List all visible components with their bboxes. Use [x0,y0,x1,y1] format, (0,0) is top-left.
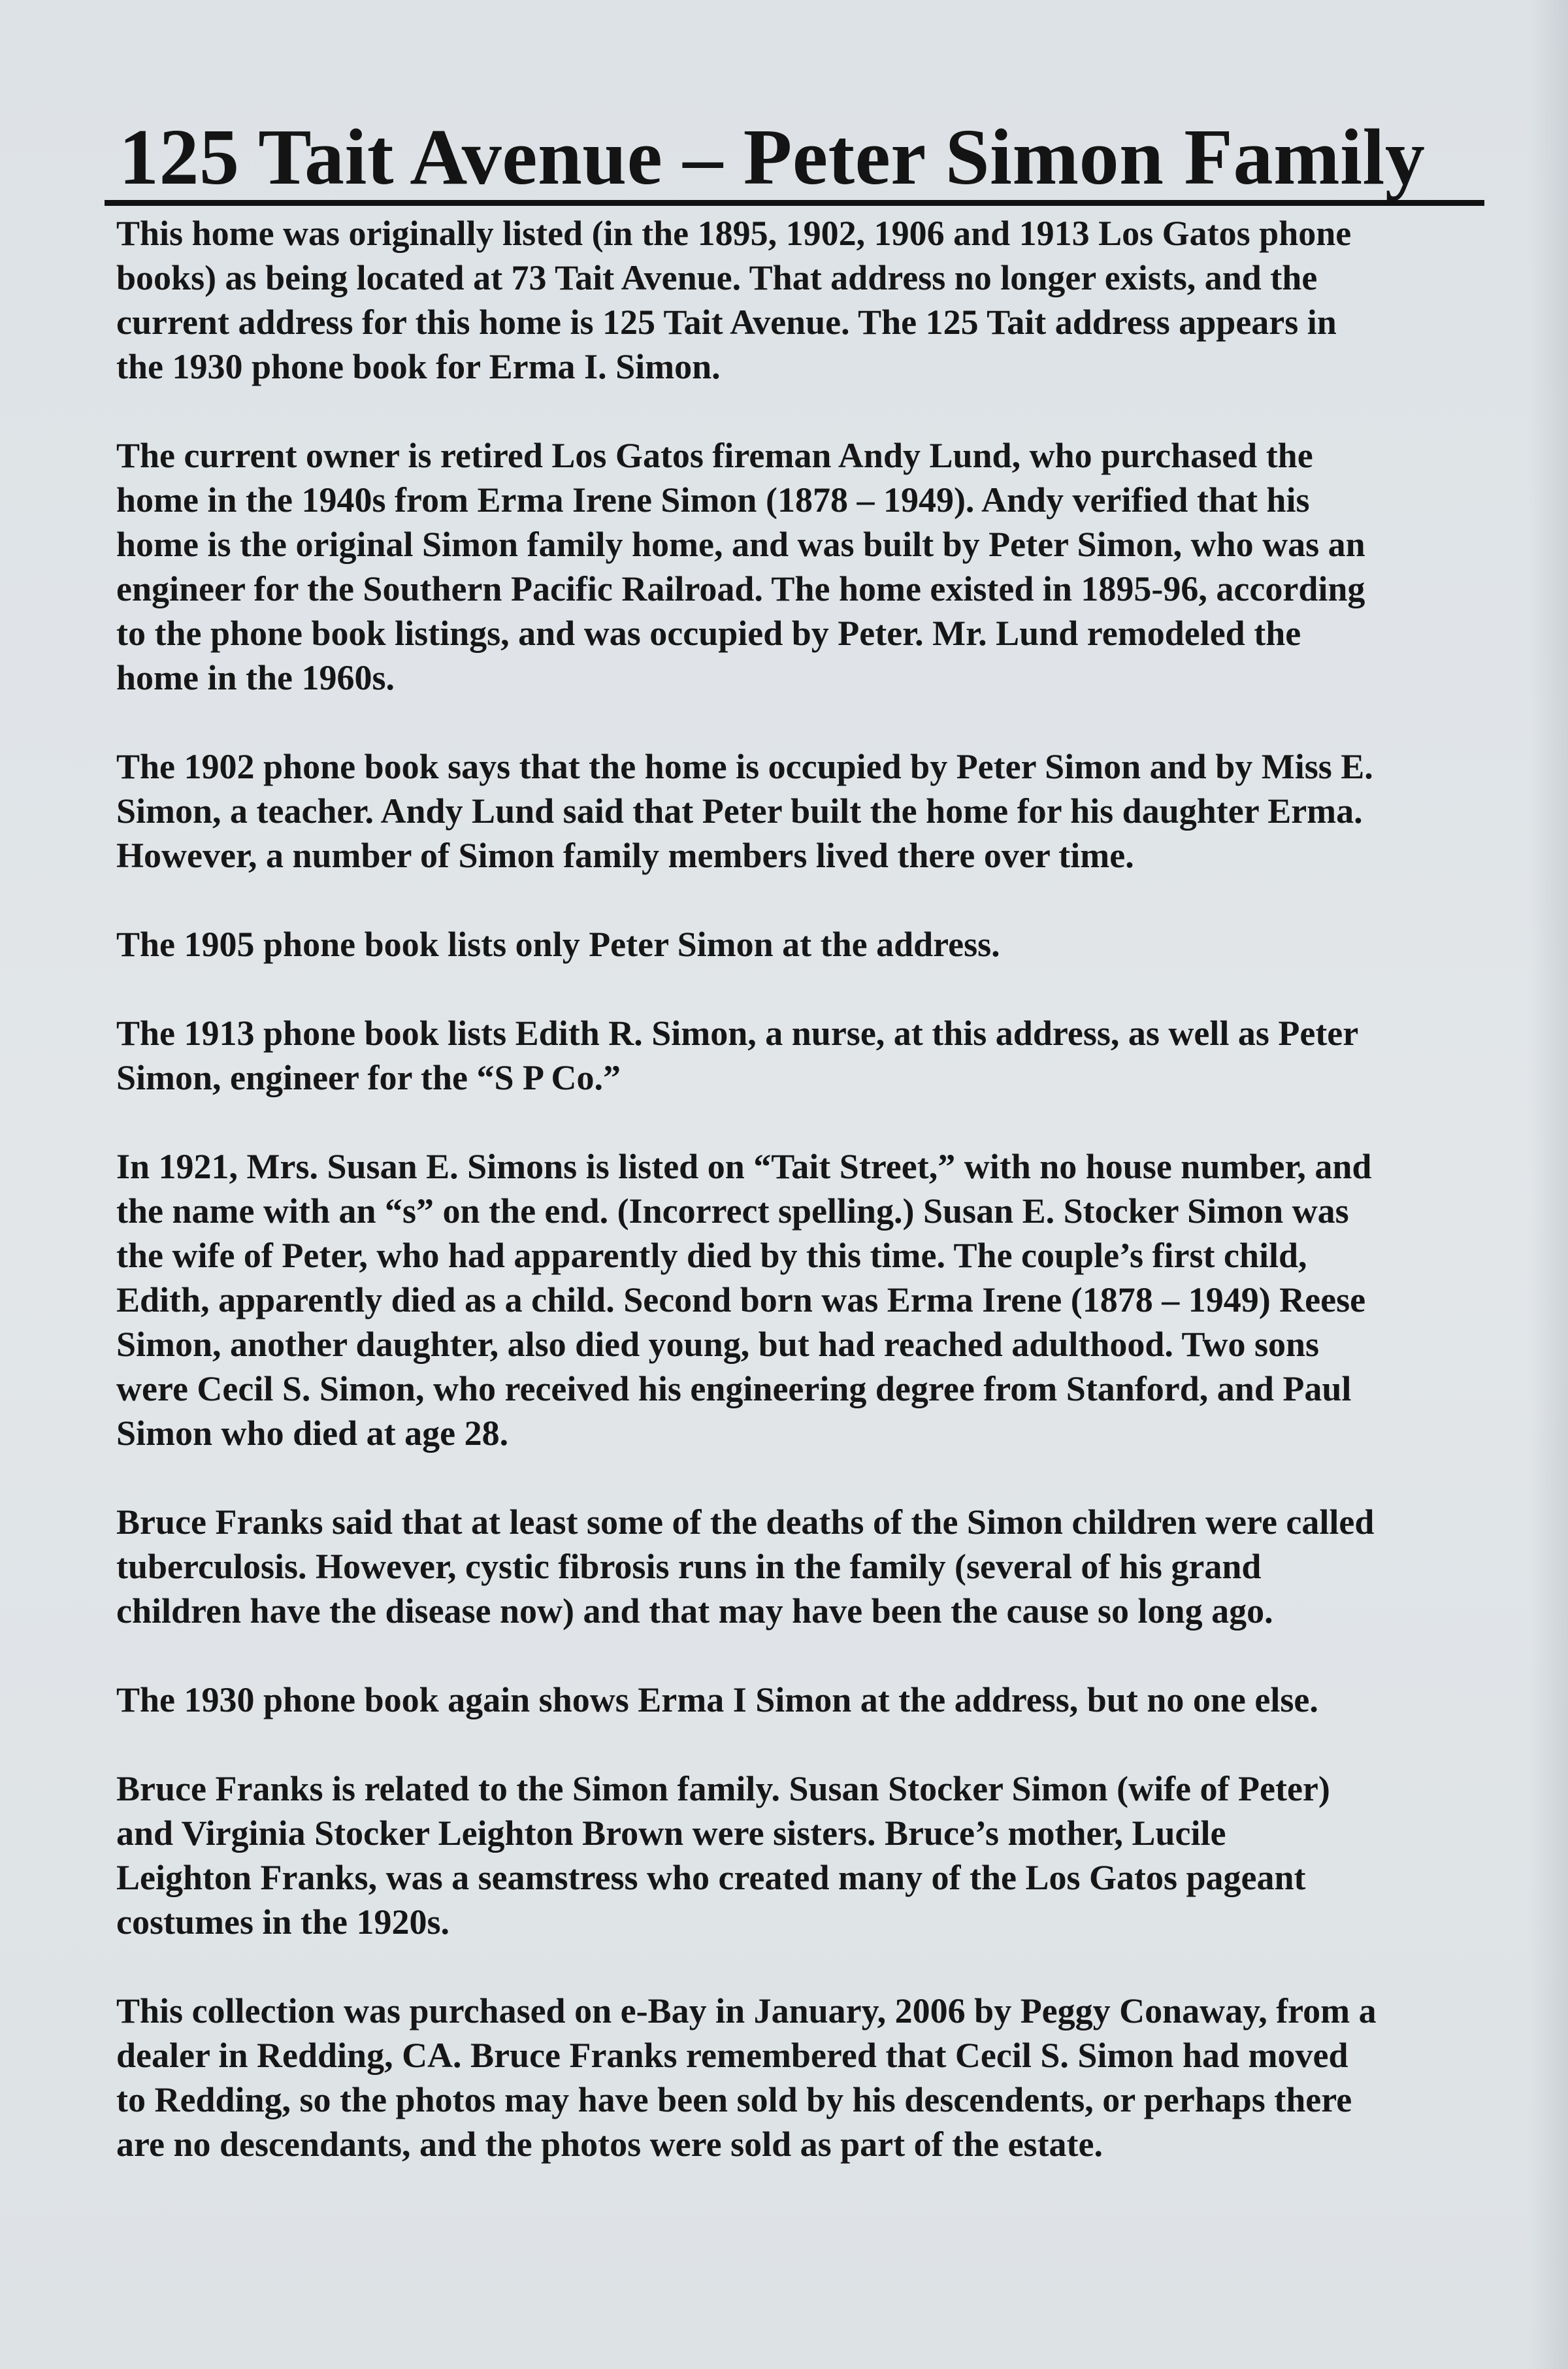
text-line: Edith, apparently died as a child. Second born was Erma Irene (1878 – 1949) Reese [116,1280,1366,1319]
page-title: 125 Tait Avenue – Peter Simon Family [105,118,1484,206]
text-line: The 1902 phone book says that the home is occupied by Peter Simon and by Miss E. [116,747,1373,786]
paragraph [105,1678,1542,1722]
text-line: were Cecil S. Simon, who received his engineering degree from Stanford, and Paul [116,1369,1352,1408]
text-line: The 1913 phone book lists Edith R. Simon, a nurse, at this address, as well as Peter [116,1014,1359,1053]
text-line: tuberculosis. However, cystic fibrosis runs in the family (several of his grand [116,1547,1262,1586]
paragraph [105,1011,1542,1100]
text-line: the wife of Peter, who had apparently died by this time. The couple’s first child, [116,1236,1307,1275]
paragraph [105,922,1542,967]
paragraph [105,1500,1542,1633]
text-line: home in the 1960s. [116,658,395,697]
text-line: This home was originally listed (in the 1895, 1902, 1906 and 1913 Los Gatos phone [116,214,1352,253]
text-line: The 1930 phone book again shows Erma I Simon at the address, but no one else. [116,1680,1318,1719]
text-line: the name with an “s” on the end. (Incorrect spelling.) Susan E. Stocker Simon was [116,1191,1349,1231]
text-line: are no descendants, and the photos were sold as part of the estate. [116,2125,1103,2164]
text-line: to the phone book listings, and was occupied by Peter. Mr. Lund remodeled the [116,614,1301,653]
text-line: books) as being located at 73 Tait Avenue. That address no longer exists, and the [116,258,1318,297]
paragraph [105,433,1542,700]
text-line: In 1921, Mrs. Susan E. Simons is listed on “Tait Street,” with no house number, and [116,1147,1372,1186]
text-line: The current owner is retired Los Gatos fireman Andy Lund, who purchased the [116,436,1313,475]
text-line: home is the original Simon family home, and was built by Peter Simon, who was an [116,525,1365,564]
text-line: dealer in Redding, CA. Bruce Franks remembered that Cecil S. Simon had moved [116,2036,1348,2075]
text-line: children have the disease now) and that may have been the cause so long ago. [116,1591,1273,1631]
text-line: The 1905 phone book lists only Peter Simon at the address. [116,925,1000,964]
text-line: Bruce Franks said that at least some of the deaths of the Simon children were called [116,1502,1375,1542]
document-body [105,113,1542,2166]
paragraph [105,1766,1542,1944]
text-line: home in the 1940s from Erma Irene Simon (1878 – 1949). Andy verified that his [116,480,1310,520]
text-line: engineer for the Southern Pacific Railroad. The home existed in 1895-96, according [116,569,1365,608]
text-line: Simon, another daughter, also died young, but had reached adulthood. Two sons [116,1325,1320,1364]
text-line: the 1930 phone book for Erma I. Simon. [116,347,721,386]
text-line: Simon, a teacher. Andy Lund said that Peter built the home for his daughter Erma. [116,791,1363,831]
paragraph [105,1989,1542,2166]
text-line: costumes in the 1920s. [116,1902,449,1942]
text-line: Bruce Franks is related to the Simon family. Susan Stocker Simon (wife of Peter) [116,1769,1330,1808]
paragraph [105,1144,1542,1455]
text-line: However, a number of Simon family members lived there over time. [116,836,1134,875]
text-line: Simon who died at age 28. [116,1414,509,1453]
text-line: and Virginia Stocker Leighton Brown were sisters. Bruce’s mother, Lucile [116,1814,1226,1853]
paragraph [105,211,1542,389]
paragraph [105,744,1542,878]
text-line: current address for this home is 125 Tait Avenue. The 125 Tait address appears in [116,303,1337,342]
text-line: to Redding, so the photos may have been sold by his descendents, or perhaps there [116,2080,1352,2119]
text-line: Leighton Franks, was a seamstress who created many of the Los Gatos pageant [116,1858,1306,1897]
paragraph-list [105,211,1542,2166]
text-line: Simon, engineer for the “S P Co.” [116,1058,621,1097]
text-line: This collection was purchased on e-Bay in January, 2006 by Peggy Conaway, from a [116,1991,1377,2030]
